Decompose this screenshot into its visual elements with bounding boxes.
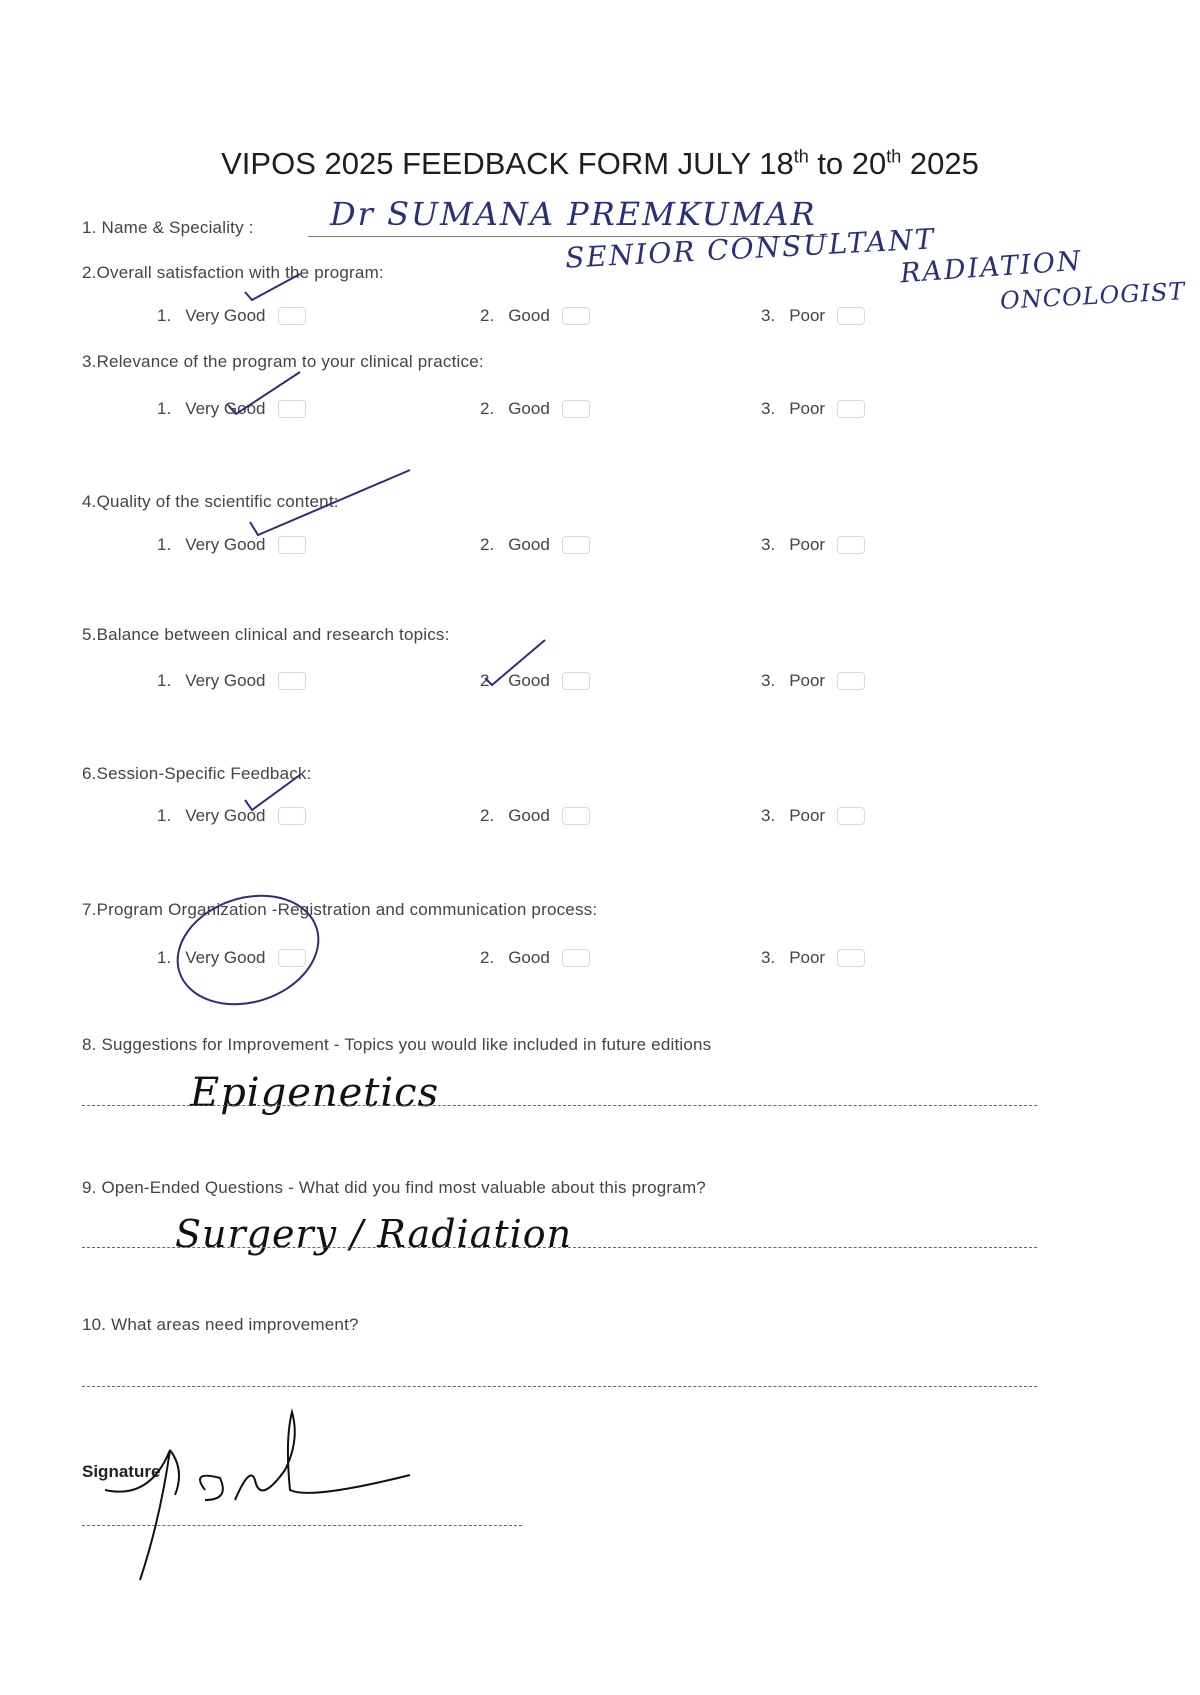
q2-option-very-good[interactable]: 1. Very Good — [157, 306, 306, 326]
question-5-label: 5.Balance between clinical and research topics: — [82, 625, 450, 644]
q5-check-mark — [485, 640, 545, 685]
q6-check-mark — [245, 775, 300, 810]
question-7-label: 7.Program Organization -Registration and communication process: — [82, 900, 598, 919]
q4-option-very-good[interactable]: 1. Very Good — [157, 535, 306, 555]
handwritten-specialty-3: ONCOLOGIST — [999, 277, 1187, 315]
question-3-label: 3.Relevance of the program to your clinical practice: — [82, 352, 484, 371]
question-2-label: 2.Overall satisfaction with the program: — [82, 263, 384, 282]
q2-check-mark — [245, 274, 300, 300]
q5-option-good[interactable]: 2. Good — [480, 671, 590, 691]
question-9-label: 9. Open-Ended Questions - What did you find most valuable about this program? — [82, 1178, 706, 1197]
q3-check-mark — [228, 372, 300, 414]
q3-option-poor[interactable]: 3. Poor — [761, 399, 865, 419]
question-1-label: 1. Name & Speciality : — [82, 218, 254, 237]
q6-option-very-good[interactable]: 1. Very Good — [157, 806, 306, 826]
signature-scribble — [105, 1412, 410, 1580]
question-8-label: 8. Suggestions for Improvement - Topics you would like included in future editions — [82, 1035, 712, 1054]
q5-option-very-good[interactable]: 1. Very Good — [157, 671, 306, 691]
handwritten-specialty-2: RADIATION — [899, 245, 1084, 290]
question-10-label: 10. What areas need improvement? — [82, 1315, 359, 1334]
handwritten-specialty-1: SENIOR CONSULTANT — [564, 222, 937, 275]
q3-option-very-good[interactable]: 1. Very Good — [157, 399, 306, 419]
handwritten-valuable: Surgery / Radiation — [175, 1212, 573, 1256]
q7-option-poor[interactable]: 3. Poor — [761, 948, 865, 968]
q4-check-mark — [250, 470, 410, 535]
q4-option-good[interactable]: 2. Good — [480, 535, 590, 555]
signature-label: Signature — [82, 1462, 161, 1481]
q2-option-poor[interactable]: 3. Poor — [761, 306, 865, 326]
handwritten-suggestion: Epigenetics — [190, 1070, 440, 1116]
q5-option-poor[interactable]: 3. Poor — [761, 671, 865, 691]
handwritten-name: Dr SUMANA PREMKUMAR — [330, 195, 817, 233]
q7-option-very-good[interactable]: 1. Very Good — [157, 948, 306, 968]
q4-option-poor[interactable]: 3. Poor — [761, 535, 865, 555]
question-4-label: 4.Quality of the scientific content: — [82, 492, 339, 511]
q6-option-poor[interactable]: 3. Poor — [761, 806, 865, 826]
q6-option-good[interactable]: 2. Good — [480, 806, 590, 826]
q7-option-good[interactable]: 2. Good — [480, 948, 590, 968]
q3-option-good[interactable]: 2. Good — [480, 399, 590, 419]
form-title: VIPOS 2025 FEEDBACK FORM JULY 18th to 20th 2025 — [221, 146, 979, 181]
q2-option-good[interactable]: 2. Good — [480, 306, 590, 326]
question-6-label: 6.Session-Specific Feedback: — [82, 764, 312, 783]
q7-circle-mark — [163, 878, 332, 1021]
